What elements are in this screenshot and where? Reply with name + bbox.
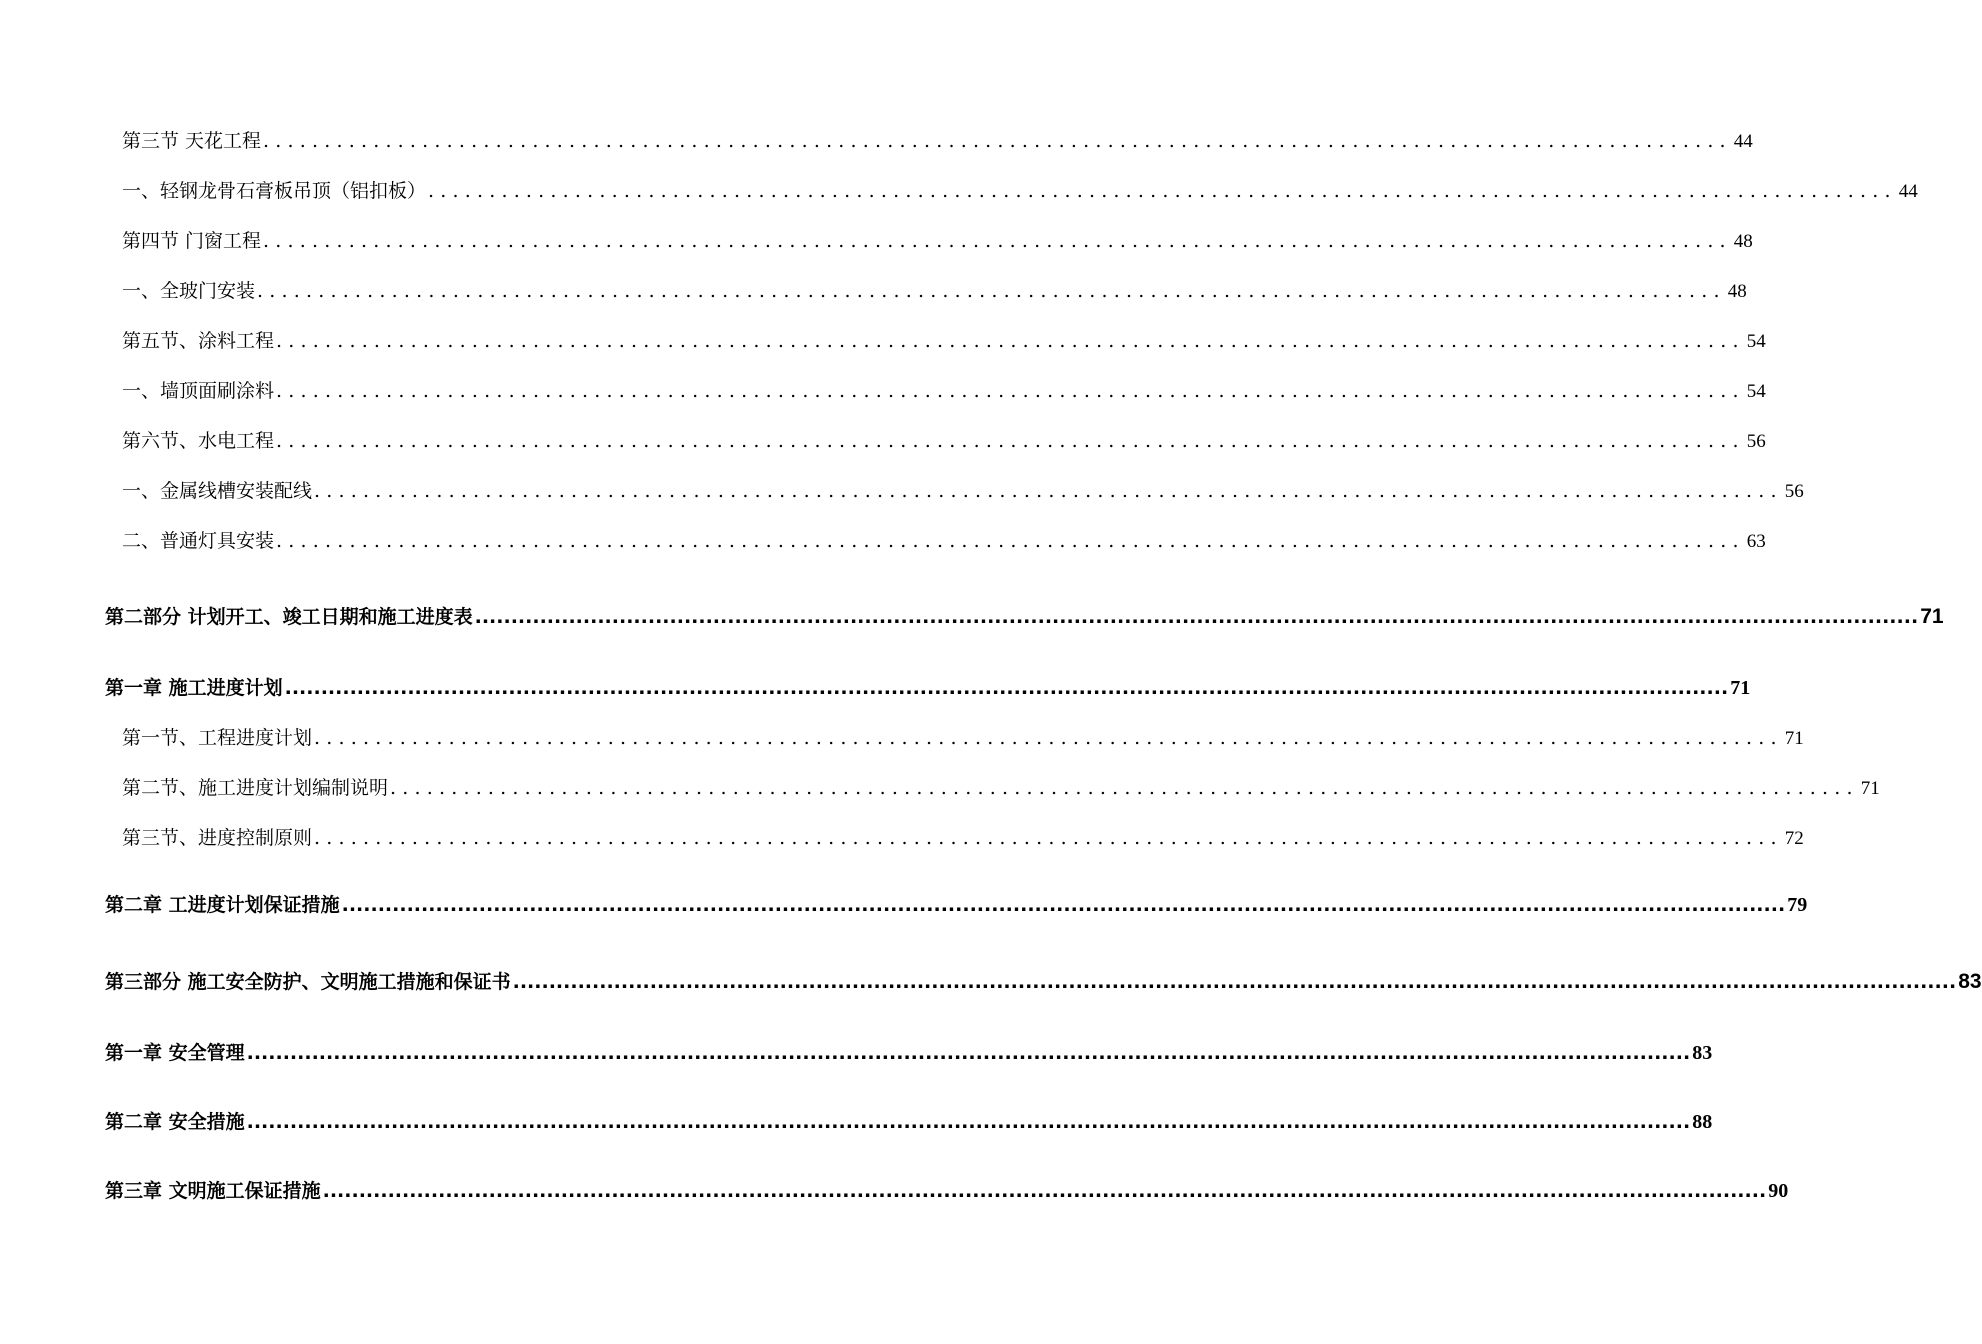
toc-page-number: 71: [1730, 677, 1751, 699]
toc-entry-title: 第二节、施工进度计划编制说明: [122, 777, 389, 799]
toc-entry[interactable]: [122, 176, 1918, 203]
toc-page-number: 79: [1787, 894, 1808, 916]
dot-leader: ........................................................................................................................................................................................................: [246, 1111, 1691, 1133]
dot-leader: ........................................................................................................................: [390, 777, 1859, 799]
toc-entry-title: 二、普通灯具安装: [122, 530, 275, 552]
toc-entry[interactable]: [122, 823, 1804, 850]
dot-leader: ........................................................................................................................: [314, 727, 1783, 749]
toc-entry-title: 第六节、水电工程: [122, 430, 275, 452]
toc-entry-title: 第五节、涂料工程: [122, 330, 275, 352]
toc-page-number: 83: [1958, 970, 1982, 993]
toc-entry-title: 第一章 安全管理: [105, 1042, 245, 1064]
dot-leader: ........................................................................................................................: [428, 180, 1897, 202]
dot-leader: ........................................................................................................................................................................................................: [512, 971, 1957, 993]
toc-entry-title: 一、轻钢龙骨石膏板吊顶（铝扣板）: [122, 180, 427, 202]
toc-page-number: 72: [1784, 828, 1804, 849]
toc-chapter-heading[interactable]: [105, 1038, 1713, 1065]
toc-page-number: 71: [1920, 605, 1944, 628]
dot-leader: ........................................................................................................................: [257, 280, 1726, 302]
dot-leader: ........................................................................................................................................................................................................: [474, 606, 1919, 628]
toc-entry[interactable]: [122, 773, 1880, 800]
toc-entry[interactable]: [122, 226, 1753, 253]
toc-entry-title: 第二部分 计划开工、竣工日期和施工进度表: [105, 606, 473, 628]
dot-leader: ........................................................................................................................................................................................................: [246, 1042, 1691, 1064]
dot-leader: ........................................................................................................................: [263, 130, 1732, 152]
toc-page-number: 48: [1733, 231, 1753, 252]
dot-leader: ........................................................................................................................: [314, 480, 1783, 502]
toc-page-number: 44: [1733, 131, 1753, 152]
toc-part-heading[interactable]: [105, 602, 1944, 629]
dot-leader: ........................................................................................................................: [263, 230, 1732, 252]
toc-entry-title: 第四节 门窗工程: [122, 230, 262, 252]
toc-entry-title: 一、全玻门安装: [122, 280, 256, 302]
dot-leader: ........................................................................................................................................................................................................: [322, 1180, 1767, 1202]
toc-entry-title: 第三节、进度控制原则: [122, 827, 313, 849]
dot-leader: ........................................................................................................................: [314, 827, 1783, 849]
toc-page-number: 71: [1860, 778, 1880, 799]
toc-entry-title: 一、墙顶面刷涂料: [122, 380, 275, 402]
toc-page-number: 56: [1746, 431, 1766, 452]
toc-entry-title: 第二章 安全措施: [105, 1111, 245, 1133]
toc-entry-title: 一、金属线槽安装配线: [122, 480, 313, 502]
toc-entry-title: 第三节 天花工程: [122, 130, 262, 152]
toc-page-number: 48: [1727, 281, 1747, 302]
toc-page-number: 90: [1768, 1180, 1789, 1202]
dot-leader: ........................................................................................................................: [276, 330, 1745, 352]
toc-entry-title: 第三部分 施工安全防护、文明施工措施和保证书: [105, 971, 511, 993]
toc-entry[interactable]: [122, 426, 1766, 453]
dot-leader: ........................................................................................................................: [276, 380, 1745, 402]
toc-page-number: 83: [1692, 1042, 1713, 1064]
toc-entry-title: 第二章 工进度计划保证措施: [105, 894, 340, 916]
toc-entry[interactable]: [122, 326, 1766, 353]
dot-leader: ........................................................................................................................: [276, 530, 1745, 552]
dot-leader: ........................................................................................................................................................................................................: [284, 677, 1729, 699]
toc-page-number: 54: [1746, 331, 1766, 352]
toc-entry[interactable]: [122, 723, 1804, 750]
toc-entry[interactable]: [122, 526, 1766, 553]
toc-page-number: 71: [1784, 728, 1804, 749]
toc-chapter-heading[interactable]: [105, 890, 1808, 917]
toc-page-number: 44: [1898, 181, 1918, 202]
toc-entry[interactable]: [122, 126, 1753, 153]
toc-entry-title: 第三章 文明施工保证措施: [105, 1180, 321, 1202]
toc-chapter-heading[interactable]: [105, 673, 1751, 700]
toc-entry[interactable]: [122, 476, 1804, 503]
toc-entry[interactable]: [122, 276, 1747, 303]
toc-entry-title: 第一节、工程进度计划: [122, 727, 313, 749]
dot-leader: ........................................................................................................................................................................................................: [341, 894, 1786, 916]
toc-part-heading[interactable]: [105, 967, 1982, 994]
toc-chapter-heading[interactable]: [105, 1176, 1789, 1203]
toc-chapter-heading[interactable]: [105, 1107, 1713, 1134]
dot-leader: ........................................................................................................................: [276, 430, 1745, 452]
toc-entry[interactable]: [122, 376, 1766, 403]
toc-entry-title: 第一章 施工进度计划: [105, 677, 283, 699]
toc-page-number: 88: [1692, 1111, 1713, 1133]
toc-page-number: 63: [1746, 531, 1766, 552]
toc-page-number: 54: [1746, 381, 1766, 402]
toc-page-number: 56: [1784, 481, 1804, 502]
